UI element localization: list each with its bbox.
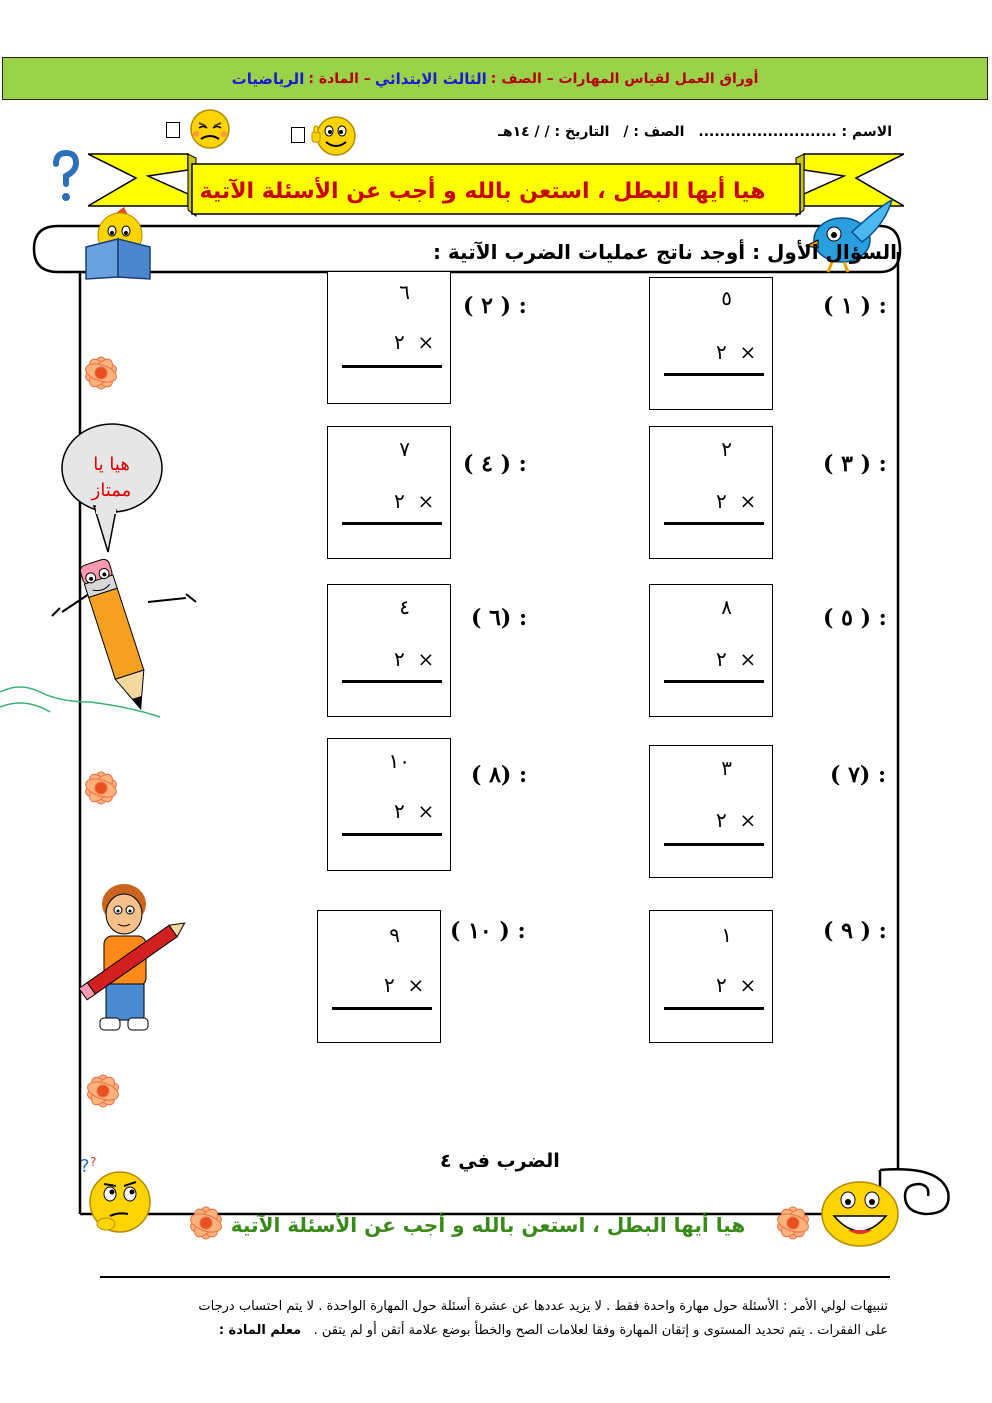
teacher-label: معلم المادة :: [218, 1323, 302, 1338]
flower-icon: [80, 1068, 126, 1114]
answer-line: [664, 843, 764, 846]
flower-icon: [78, 350, 124, 396]
problem-top-number: ٤: [399, 595, 410, 619]
problem-label-10: : ( ١٠ ): [450, 918, 526, 944]
problem-multiplier: ٢ ×: [716, 973, 757, 997]
problem-box-9[interactable]: [649, 910, 773, 1043]
banner-text: هيا أيها البطل ، استعن بالله و أجب عن الأسئلة الآتية: [199, 178, 766, 204]
date-label[interactable]: التاريخ : / / ١٤هـ: [498, 124, 610, 140]
problem-box-6[interactable]: [327, 584, 451, 717]
reading-smiley-icon: [80, 205, 156, 281]
flower-icon: [183, 1200, 229, 1246]
problem-multiplier: ٢ ×: [394, 647, 435, 671]
problem-multiplier: ٢ ×: [394, 330, 435, 354]
boy-with-pencil-icon: [80, 880, 190, 1050]
problem-top-number: ٨: [721, 595, 732, 619]
answer-line: [342, 365, 442, 368]
problem-multiplier: ٢ ×: [394, 489, 435, 513]
pencil-character-icon: [0, 552, 210, 732]
answer-line: [342, 522, 442, 525]
problem-multiplier: ٢ ×: [716, 647, 757, 671]
problem-label-7: : (٧ ): [830, 762, 887, 788]
bubble-text: [64, 452, 159, 504]
thinking-smiley-icon: [78, 1152, 154, 1244]
header-part1: أوراق العمل لقياس المهارات – الصف :: [490, 70, 759, 87]
answer-line: [664, 522, 764, 525]
answer-line: [664, 680, 764, 683]
parent-notes: [130, 1295, 888, 1343]
problem-label-1: : ( ١ ): [823, 293, 887, 319]
notes-line2: [130, 1319, 888, 1343]
laughing-smiley-icon: [818, 1178, 902, 1248]
answer-line: [342, 833, 442, 836]
problem-multiplier: ٢ ×: [716, 808, 757, 832]
answer-line: [664, 373, 764, 376]
problem-box-4[interactable]: [327, 426, 451, 559]
problem-top-number: ١: [721, 923, 732, 947]
footer-motto: هيا أيها البطل ، استعن بالله و أجب عن الأسئلة الآتية: [230, 1213, 746, 1237]
answer-line: [342, 680, 442, 683]
problem-label-2: : ( ٢ ): [463, 293, 527, 319]
header-grade: الثالث الابتدائي: [374, 69, 487, 88]
problem-label-3: : ( ٣ ): [823, 451, 887, 477]
problem-label-4: : ( ٤ ): [463, 451, 527, 477]
problem-label-6: : (٦ ): [471, 605, 528, 631]
svg-text:?: ?: [90, 1155, 97, 1169]
flower-icon: [78, 765, 124, 811]
problem-multiplier: ٢ ×: [716, 489, 757, 513]
flower-icon: [770, 1200, 816, 1246]
problem-top-number: ٩: [389, 923, 400, 947]
problem-top-number: ٢: [721, 437, 732, 461]
bubble-line1: هيا يا: [93, 454, 130, 475]
problem-box-3[interactable]: [649, 426, 773, 559]
problem-top-number: ٦: [399, 280, 410, 304]
answer-line: [664, 1007, 764, 1010]
problem-label-8: : (٨ ): [471, 762, 528, 788]
problem-multiplier: ٢ ×: [384, 973, 425, 997]
problem-top-number: ١٠: [388, 749, 410, 773]
notes-line1: تنبيهات لولي الأمر : الأسئلة حول مهارة واحدة فقط . لا يزيد عددها عن عشرة أسئلة حول المهارة الواحدة . لا يتم احتساب درجات: [198, 1299, 888, 1314]
problem-box-10[interactable]: [317, 910, 441, 1043]
problem-box-7[interactable]: [649, 745, 773, 878]
class-label[interactable]: الصف : /: [623, 124, 685, 140]
bubble-line2: ممتاز: [91, 480, 132, 501]
problem-top-number: ٧: [399, 437, 410, 461]
problem-label-9: : ( ٩ ): [823, 918, 887, 944]
topic-label: الضرب في ٤: [440, 1150, 560, 1172]
problem-multiplier: ٢ ×: [716, 340, 757, 364]
problem-multiplier: ٢ ×: [394, 799, 435, 823]
header-subject: الرياضيات: [231, 69, 305, 88]
problem-top-number: ٥: [721, 286, 732, 310]
svg-text:?: ?: [80, 1156, 90, 1177]
problem-box-5[interactable]: [649, 584, 773, 717]
question-title: السؤال الأول : أوجد ناتج عمليات الضرب الآتية :: [432, 240, 897, 264]
header-part2: – المادة :: [308, 70, 371, 87]
footer-divider: [100, 1276, 890, 1278]
answer-line: [332, 1007, 432, 1010]
problem-box-1[interactable]: [649, 277, 773, 410]
problem-box-2[interactable]: [327, 271, 451, 404]
name-label[interactable]: الاسم : ..........................: [698, 124, 892, 140]
notes-line2-text: على الفقرات . يتم تحديد المستوى و إتقان المهارة وفقا لعلامات الصح والخطأ بوضع علامة أتقن أو لم يتقن .: [313, 1323, 888, 1338]
problem-top-number: ٣: [721, 756, 732, 780]
problem-label-5: : ( ٥ ): [823, 605, 887, 631]
problem-box-8[interactable]: [327, 738, 451, 871]
